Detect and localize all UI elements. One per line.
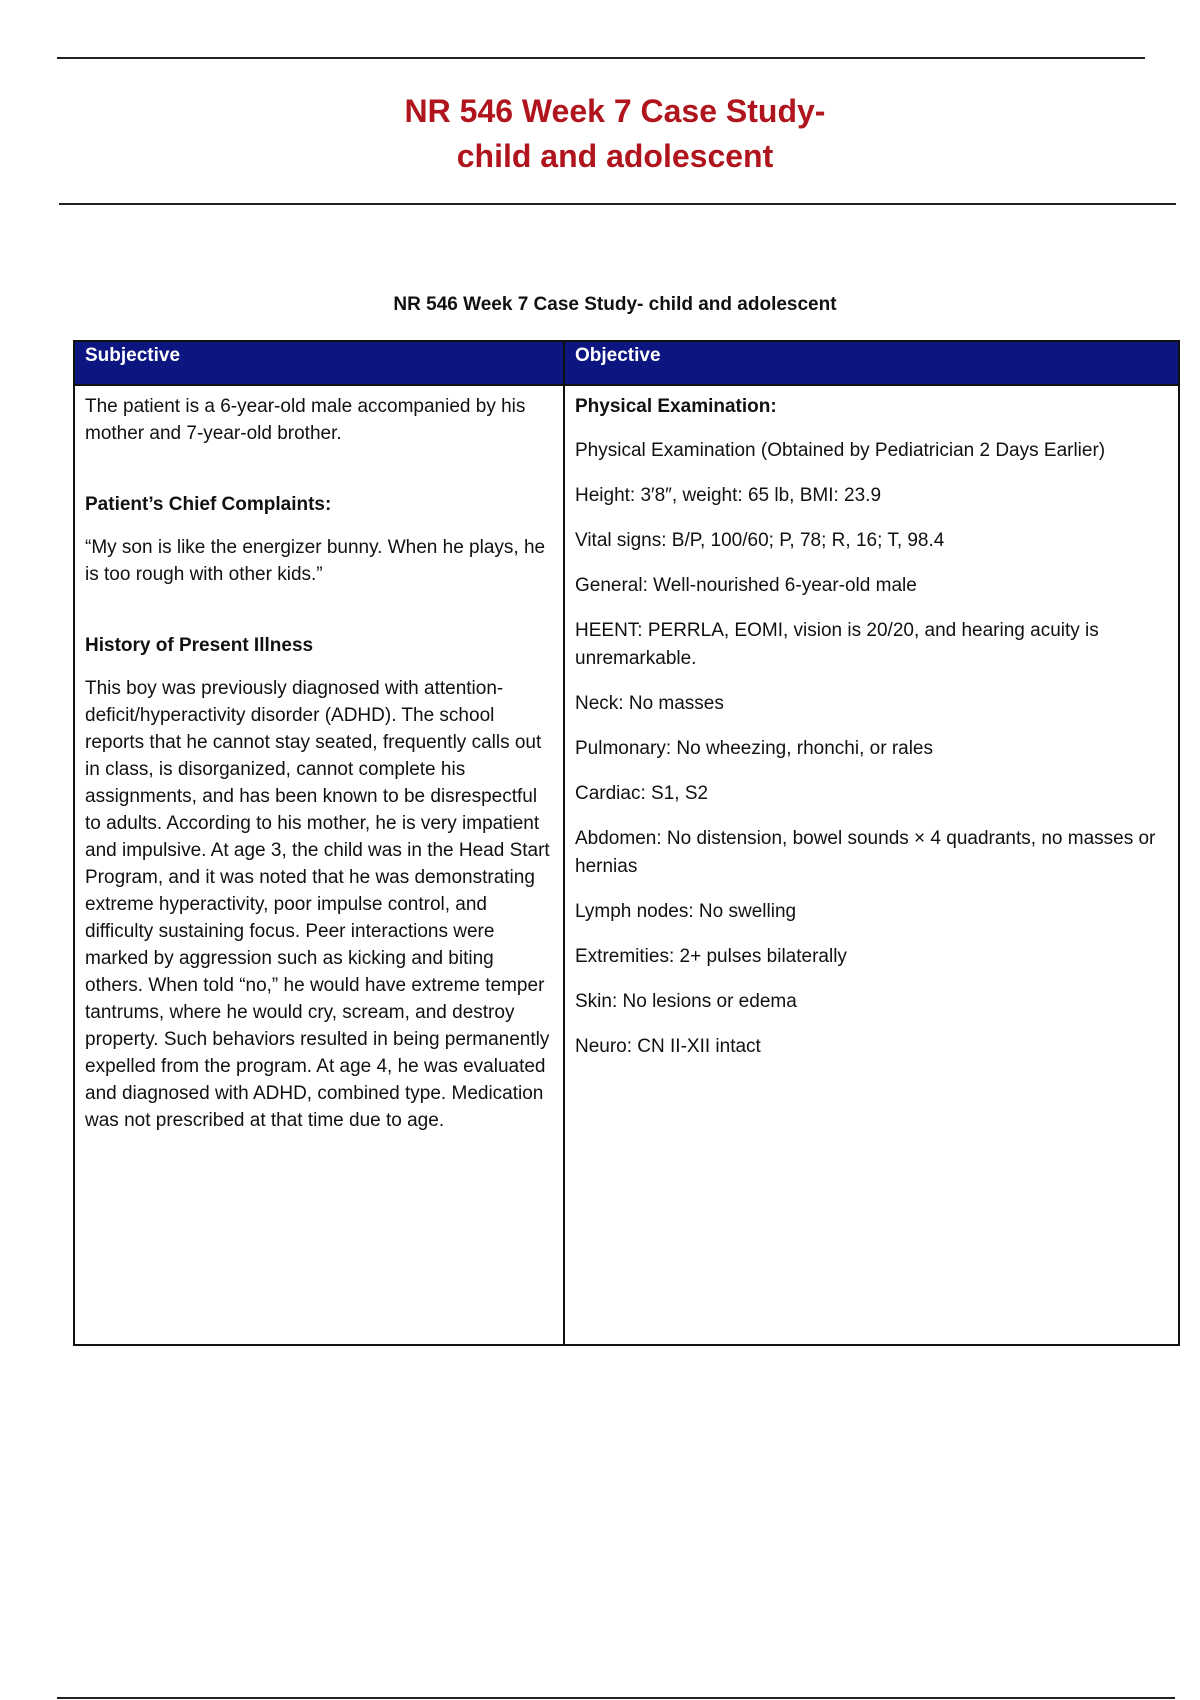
subjective-header: Subjective: [75, 342, 563, 386]
exam-item: General: Well-nourished 6-year-old male: [575, 575, 917, 596]
objective-column: [565, 342, 1178, 1344]
patient-intro: The patient is a 6-year-old male accompanied by his mother and 7-year-old brother.: [85, 396, 526, 444]
exam-item: Extremities: 2+ pulses bilaterally: [575, 946, 847, 967]
exam-item: Pulmonary: No wheezing, rhonchi, or rales: [575, 738, 934, 759]
exam-item: Skin: No lesions or edema: [575, 991, 797, 1012]
chief-complaints-heading: Patient’s Chief Complaints:: [85, 494, 332, 515]
top-rule: [57, 57, 1145, 59]
hpi-heading: History of Present Illness: [85, 635, 314, 656]
title-line-1: NR 546 Week 7 Case Study-: [404, 93, 826, 129]
exam-heading: Physical Examination:: [575, 396, 777, 417]
title-line-2: child and adolescent: [456, 138, 774, 174]
objective-header: Objective: [565, 342, 1178, 386]
subjective-column: [75, 342, 565, 1344]
subjective-body: [75, 386, 563, 1134]
exam-item: HEENT: PERRLA, EOMI, vision is 20/20, and hearing acuity is unremarkable.: [575, 620, 1099, 669]
exam-item: Lymph nodes: No swelling: [575, 901, 797, 922]
hpi-text: This boy was previously diagnosed with attention-deficit/hyperactivity disorder (ADHD). The school reports that he cannot stay seated, frequently calls out in class, is disorganized, cannot complete his assignments, and has been known to be disrespectful to adults. According to his mother, he is very impatient and impulsive. At age 3, the child was in the Head Start Program, and it was noted that he was demonstrating extreme hyperactivity, poor impulse control, and difficulty sustaining focus. Peer interactions were marked by aggression such as kicking and biting others. When told “no,” he would have extreme temper tantrums, where he would cry, scream, and destroy property. Such behaviors resulted in being permanently expelled from the program. At age 4, he was evaluated and diagnosed with ADHD, combined type. Medication was not prescribed at that time due to age.: [85, 678, 550, 1131]
header-divider: [59, 203, 1176, 205]
case-study-table: [73, 340, 1180, 1346]
exam-item: Neck: No masses: [575, 693, 724, 714]
exam-item: Vital signs: B/P, 100/60; P, 78; R, 16; T, 98.4: [575, 530, 945, 551]
page-title: [0, 89, 1200, 179]
exam-item: Cardiac: S1, S2: [575, 783, 709, 804]
exam-item: Physical Examination (Obtained by Pediatrician 2 Days Earlier): [575, 440, 1106, 461]
bottom-rule: [57, 1697, 1175, 1699]
exam-item: Neuro: CN II-XII intact: [575, 1036, 761, 1057]
objective-body: [565, 386, 1178, 1061]
document-heading: NR 546 Week 7 Case Study- child and adolescent: [393, 294, 837, 315]
exam-item: Height: 3′8″, weight: 65 lb, BMI: 23.9: [575, 485, 882, 506]
exam-item: Abdomen: No distension, bowel sounds × 4 quadrants, no masses or hernias: [575, 828, 1156, 877]
chief-complaints-quote: “My son is like the energizer bunny. When he plays, he is too rough with other kids.”: [85, 537, 546, 585]
